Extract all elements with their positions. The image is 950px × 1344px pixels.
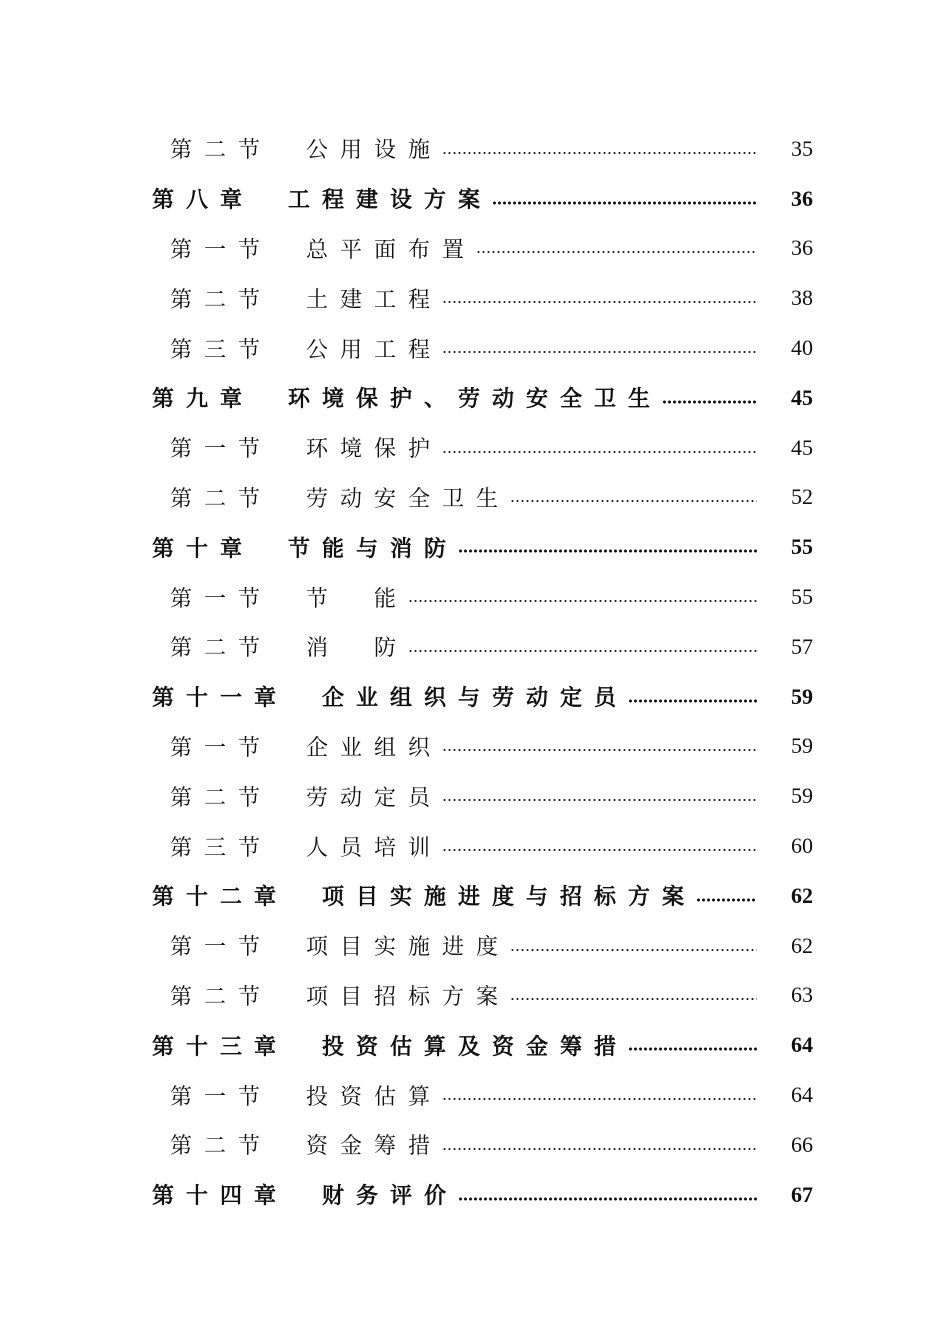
toc-entry-number: 第二节 xyxy=(170,138,273,164)
toc-entry-title: 项目实施进度 xyxy=(306,935,511,961)
dot-leader xyxy=(696,898,757,902)
toc-section-entry[interactable] xyxy=(0,323,950,373)
dot-leader xyxy=(442,1147,757,1151)
toc-entry-title: 项目招标方案 xyxy=(306,984,511,1010)
toc-chapter-entry[interactable] xyxy=(0,1020,950,1070)
dot-leader xyxy=(442,350,757,354)
toc-page-number: 38 xyxy=(791,285,813,311)
toc-entry-number: 第一节 xyxy=(170,586,273,612)
toc-entry-number: 第一节 xyxy=(170,1084,273,1110)
dot-leader xyxy=(628,699,757,703)
toc-entry-title: 公用工程 xyxy=(306,337,443,363)
toc-entry-number: 第二节 xyxy=(170,1134,273,1160)
toc-entry-number: 第一节 xyxy=(170,437,273,463)
toc-chapter-entry[interactable] xyxy=(0,672,950,722)
dot-leader xyxy=(492,201,757,205)
toc-section-entry[interactable] xyxy=(0,971,950,1021)
toc-entry-number: 第一节 xyxy=(170,935,273,961)
toc-section-entry[interactable] xyxy=(0,722,950,772)
toc-entry-title: 企业组织 xyxy=(306,735,443,761)
toc-page-number: 35 xyxy=(791,135,813,161)
dot-leader xyxy=(408,599,757,603)
toc-entry-number: 第十二章 xyxy=(152,884,289,911)
toc-entry-title: 投资估算 xyxy=(306,1084,443,1110)
toc-page-number: 36 xyxy=(791,235,813,261)
toc-entry-title: 项目实施进度与招标方案 xyxy=(322,884,697,911)
toc-page-number: 60 xyxy=(791,833,813,859)
toc-page-number: 66 xyxy=(791,1131,813,1157)
dot-leader xyxy=(510,948,757,952)
toc-section-entry[interactable] xyxy=(0,224,950,274)
toc-entry-number: 第二节 xyxy=(170,287,273,313)
toc-page-number: 62 xyxy=(791,932,813,958)
toc-page-number: 57 xyxy=(791,633,813,659)
toc-page-number: 45 xyxy=(791,384,813,410)
toc-section-entry[interactable] xyxy=(0,572,950,622)
toc-entry-title: 环境保护、劳动安全卫生 xyxy=(288,386,663,413)
toc-page-number: 59 xyxy=(791,783,813,809)
toc-entry-number: 第二节 xyxy=(170,785,273,811)
toc-entry-title: 土建工程 xyxy=(306,287,443,313)
toc-entry-number: 第一节 xyxy=(170,237,273,263)
toc-entry-title: 劳动定员 xyxy=(306,785,443,811)
toc-chapter-entry[interactable] xyxy=(0,373,950,423)
toc-entry-title: 节 能 xyxy=(306,586,409,612)
dot-leader xyxy=(662,400,757,404)
toc-section-entry[interactable] xyxy=(0,423,950,473)
toc-chapter-entry[interactable] xyxy=(0,1170,950,1220)
toc-section-entry[interactable] xyxy=(0,921,950,971)
toc-entry-title: 公用设施 xyxy=(306,138,443,164)
toc-entry-title: 投资估算及资金筹措 xyxy=(322,1033,629,1060)
dot-leader xyxy=(442,748,757,752)
dot-leader xyxy=(442,300,757,304)
toc-section-entry[interactable] xyxy=(0,1070,950,1120)
toc-page-number: 36 xyxy=(791,185,813,211)
toc-page-number: 59 xyxy=(791,733,813,759)
toc-page-number: 55 xyxy=(791,584,813,610)
toc-page-number: 64 xyxy=(791,1082,813,1108)
table-of-contents xyxy=(0,124,950,1220)
toc-page-number: 55 xyxy=(791,534,813,560)
toc-section-entry[interactable] xyxy=(0,622,950,672)
toc-entry-number: 第三节 xyxy=(170,835,273,861)
dot-leader xyxy=(510,499,757,503)
toc-section-entry[interactable] xyxy=(0,124,950,174)
toc-entry-title: 环境保护 xyxy=(306,437,443,463)
dot-leader xyxy=(510,997,757,1001)
dot-leader xyxy=(442,1097,757,1101)
dot-leader xyxy=(442,798,757,802)
toc-entry-number: 第二节 xyxy=(170,486,273,512)
toc-page-number: 62 xyxy=(791,882,813,908)
toc-entry-title: 劳动安全卫生 xyxy=(306,486,511,512)
toc-page-number: 67 xyxy=(791,1181,813,1207)
dot-leader xyxy=(628,1047,757,1051)
toc-entry-title: 企业组织与劳动定员 xyxy=(322,685,629,712)
toc-entry-number: 第八章 xyxy=(152,187,255,214)
dot-leader xyxy=(442,151,757,155)
toc-entry-number: 第二节 xyxy=(170,984,273,1010)
toc-section-entry[interactable] xyxy=(0,473,950,523)
toc-entry-number: 第二节 xyxy=(170,636,273,662)
toc-entry-title: 总平面布置 xyxy=(306,237,477,263)
toc-entry-number: 第十三章 xyxy=(152,1033,289,1060)
toc-entry-title: 资金筹措 xyxy=(306,1134,443,1160)
toc-section-entry[interactable] xyxy=(0,821,950,871)
toc-page-number: 59 xyxy=(791,683,813,709)
dot-leader xyxy=(408,649,757,653)
toc-chapter-entry[interactable] xyxy=(0,522,950,572)
toc-page-number: 45 xyxy=(791,434,813,460)
dot-leader xyxy=(476,250,757,254)
toc-section-entry[interactable] xyxy=(0,771,950,821)
toc-entry-number: 第九章 xyxy=(152,386,255,413)
toc-page-number: 63 xyxy=(791,982,813,1008)
toc-entry-number: 第十四章 xyxy=(152,1183,289,1210)
toc-chapter-entry[interactable] xyxy=(0,871,950,921)
toc-entry-number: 第一节 xyxy=(170,735,273,761)
toc-entry-number: 第三节 xyxy=(170,337,273,363)
dot-leader xyxy=(442,450,757,454)
toc-page-number: 40 xyxy=(791,335,813,361)
toc-page-number: 52 xyxy=(791,484,813,510)
dot-leader xyxy=(458,1197,757,1201)
toc-chapter-entry[interactable] xyxy=(0,174,950,224)
toc-entry-title: 财务评价 xyxy=(322,1183,459,1210)
toc-entry-title: 人员培训 xyxy=(306,835,443,861)
toc-entry-title: 消 防 xyxy=(306,636,409,662)
toc-entry-title: 工程建设方案 xyxy=(288,187,493,214)
toc-entry-number: 第十章 xyxy=(152,535,255,562)
dot-leader xyxy=(458,549,757,553)
toc-section-entry[interactable] xyxy=(0,1120,950,1170)
dot-leader xyxy=(442,848,757,852)
toc-entry-number: 第十一章 xyxy=(152,685,289,712)
toc-page-number: 64 xyxy=(791,1032,813,1058)
toc-section-entry[interactable] xyxy=(0,273,950,323)
toc-entry-title: 节能与消防 xyxy=(288,535,459,562)
